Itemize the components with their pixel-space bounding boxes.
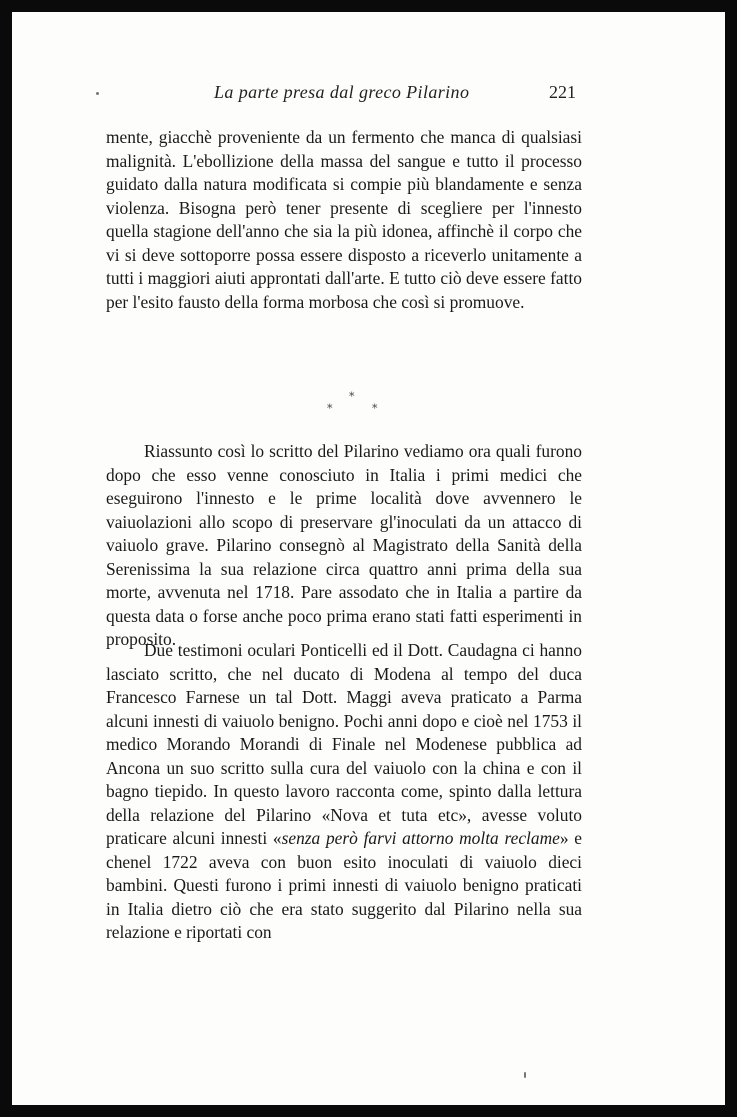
running-title: La parte presa dal greco Pilarino xyxy=(214,82,470,102)
body-paragraph xyxy=(106,440,582,652)
italic-quotation: senza però farvi attorno molta reclame xyxy=(281,828,560,848)
asterisk-glyph: * xyxy=(349,390,355,403)
paragraph-text-part: Due testimoni oculari Ponticelli ed il Dott. Caudagna ci hanno lasciato scritto, che nel ducato di Modena al tempo del duca Francesco Farnese un tal Dott. Maggi aveva praticato a Parma alcuni innesti di vaiuolo benigno. Pochi anni dopo e cioè nel 1753 il medico Morando Morandi di Finale nel Modenese pubblica ad Ancona un suo scritto sulla cura del vaiuolo con la china e con il bagno tiepido. In questo lavoro racconta come, spinto dalla lettura della relazione del Pilarino «Nova et tuta etc», avesse voluto praticare alcuni innesti « xyxy=(106,640,582,848)
paragraph-text: Riassunto così lo scritto del Pilarino vediamo ora quali furono dopo che esso venne conosciuto in Italia i primi medici che eseguirono l'innesto e le prime località dove avvennero le vaiuolazioni allo scopo di preservare gl'inoculati da un attacco di vaiuolo grave. Pilarino consegnò al Magistrato della Sanità della Serenissima la sua relazione circa quattro anni prima della sua morte, avvenuta nel 1718. Pare assodato che in Italia a partire da questa data o forse anche poco prima erano stati fatti esperimenti in proposito. xyxy=(106,441,582,649)
asterisk-glyph: * xyxy=(327,402,333,415)
body-paragraph xyxy=(106,639,582,945)
section-asterism xyxy=(317,390,387,420)
running-head xyxy=(12,82,725,112)
paragraph-text-part: » e chenel 1722 aveva con buon esito inoculati di vaiuolo dieci bambini. Questi furono i primi innesti di vaiuolo benigno praticati in Italia dietro ciò che era stato suggerito dal Pilarino nella sua relazione e riportati con xyxy=(106,828,582,942)
asterisk-glyph: * xyxy=(372,402,378,415)
body-paragraph xyxy=(106,126,582,314)
paragraph-text xyxy=(106,639,582,945)
paragraph-text: mente, giacchè proveniente da un fermento che manca di qualsiasi malignità. L'ebollizione della massa del sangue e tutto il processo guidato dalla natura modificata si compie più blandamente e senza violenza. Bisogna però tener presente di scegliere per l'innesto quella stagione dell'anno che sia la più idonea, affinchè il corpo che vi si deve sottoporre possa essere disposto a riceverlo unitamente a tutti i maggiori aiuti approntati dall'arte. E tutto ciò deve essere fatto per l'esito fausto della forma morbosa che così si promuove. xyxy=(106,127,582,312)
page-number: 221 xyxy=(549,82,576,102)
book-page xyxy=(12,12,725,1105)
paper-speck xyxy=(524,1072,526,1078)
